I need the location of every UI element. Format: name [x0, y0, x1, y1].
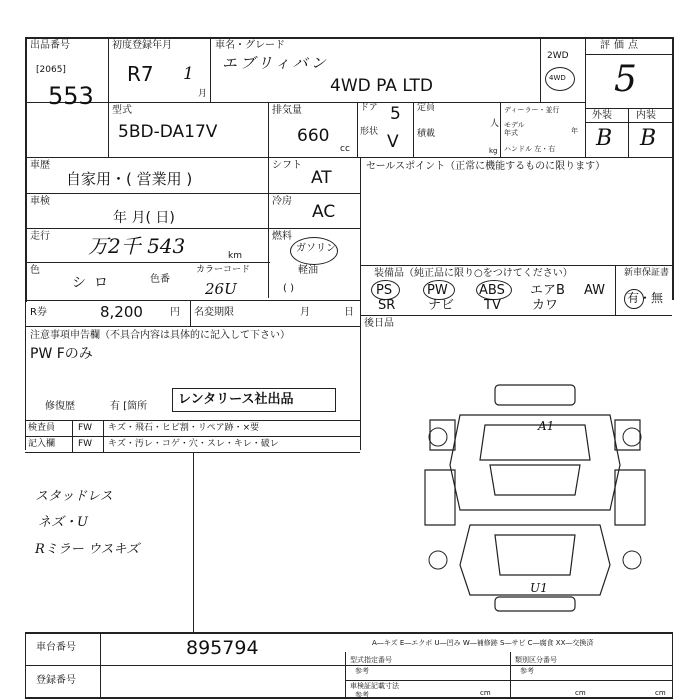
fuel-light: 軽油 [298, 265, 318, 276]
history-label: 車歴 [30, 160, 50, 171]
border-top [25, 37, 673, 39]
reg-no-label: 登録番号 [36, 675, 76, 686]
eval-score: 5 [614, 59, 637, 100]
col-line-mid2 [360, 300, 361, 450]
ac-label: 冷房 [272, 196, 292, 207]
color-no-label: 色番 [150, 274, 170, 285]
equip-tv: TV [484, 298, 501, 313]
bottom-sub-line [345, 680, 672, 681]
equip-leather: カワ [532, 298, 559, 313]
front-bumper [495, 385, 575, 405]
sales-label: セールスポイント（正常に機能するものに限ります） [366, 161, 606, 172]
color-label: 色 [30, 265, 40, 276]
notes-col-line [193, 452, 194, 632]
car-grade: 4WD PA LTD [330, 76, 433, 96]
rear-label: 後日品 [364, 318, 394, 329]
dims-label: 車検証記載寸法 [350, 682, 399, 690]
equip-abs: ABS [479, 283, 505, 298]
model-value: 5BD-DA17V [118, 122, 218, 142]
insp-col-line2 [103, 420, 104, 452]
bottom-col-r [510, 652, 511, 698]
shape-value: V [387, 132, 399, 152]
equip-label: 装備品（純正品に限り○をつけてください） [374, 268, 573, 279]
fuel-paren: ( ) [283, 283, 294, 294]
row-line-12 [25, 665, 673, 666]
drive-2wd: 2WD [547, 51, 569, 61]
drive-4wd: 4WD [549, 74, 566, 82]
row-line-1 [25, 102, 585, 103]
ac-value: AC [312, 202, 336, 222]
row-line-3 [25, 193, 360, 194]
rear-window [495, 535, 575, 575]
seats-unit: 人 [490, 119, 500, 129]
warranty-value: 有・無 [627, 291, 664, 305]
category-sub: 参考 [520, 667, 534, 675]
load-label: 積載 [417, 129, 436, 139]
lot-number: 553 [48, 82, 94, 110]
wheel-rl [429, 551, 447, 569]
notes-label: 注意事項申告欄（不具合内容は具体的に記入して下さい） [30, 330, 290, 341]
diagram-mark-u1: U1 [530, 581, 548, 595]
equip-navi: ナビ [428, 298, 455, 313]
inspect-label: 車検 [30, 196, 50, 207]
row-line-4 [25, 228, 360, 229]
reg-month: 1 [183, 64, 194, 84]
load-unit: kg [489, 147, 498, 155]
lot-sub: [2065] [36, 65, 66, 75]
chassis-value: 895794 [186, 637, 259, 659]
col-line-mid [360, 157, 361, 300]
model-year-label: モデル年式 [504, 121, 525, 137]
body-top [450, 415, 620, 510]
new-warranty-label: 新車保証書 [624, 268, 670, 278]
ext-label: 外装 [592, 110, 612, 121]
col-line-d [357, 102, 358, 157]
color-code-label: カラーコード [196, 265, 251, 275]
equip-sr: SR [378, 298, 396, 313]
recycle-value: 8,200 [100, 303, 143, 321]
year-unit: 年 [571, 127, 578, 135]
repair-value: 有 [箇所 [110, 401, 148, 412]
mileage-value: 万2千 543 [88, 234, 186, 258]
handle-label: ハンドル 左・右 [504, 145, 556, 153]
row-line-6 [25, 300, 360, 301]
insp-col-line [72, 420, 73, 452]
row-line-9 [25, 436, 360, 437]
dims-unit-2: cm [575, 689, 586, 697]
col-line-e [413, 102, 414, 157]
dims-unit-1: cm [480, 689, 491, 697]
disp-label: 排気量 [272, 105, 302, 116]
car-name: エブリィバン [222, 54, 329, 72]
shift-label: シフト [272, 160, 302, 171]
warranty-divider [615, 265, 616, 315]
col-line-g [540, 37, 541, 102]
mileage-unit: km [228, 251, 242, 261]
inspect-value: 年 月( 日) [113, 210, 175, 226]
int-score: B [640, 126, 657, 151]
fuel-gas: ガソリン [296, 243, 336, 254]
right-door [615, 470, 645, 525]
legend: A―キズ E―エクボ U―凹み W―補修跡 S―サビ C―腐食 XX―交換済 [372, 639, 594, 647]
border-bottom [25, 697, 673, 699]
name-change-day: 日 [344, 307, 354, 318]
door-label: ドア [360, 103, 378, 113]
car-diagram [400, 375, 670, 615]
roof [490, 465, 580, 495]
wheel-fr [623, 428, 641, 446]
left-front-panel [430, 420, 455, 450]
right-front-panel [615, 420, 640, 450]
fuel-label: 燃料 [272, 231, 292, 242]
color-code-value: 26U [205, 280, 237, 298]
equip-aw: AW [584, 283, 606, 298]
entry-items: キズ・汚レ・コゲ・穴・スレ・キレ・破レ [108, 439, 279, 449]
mileage-label: 走行 [30, 231, 50, 242]
spec-sub: 参考 [355, 667, 369, 675]
border-right [672, 37, 674, 300]
wheel-fl [429, 428, 447, 446]
border-left-2 [25, 300, 26, 450]
col-line-a [108, 37, 109, 157]
category-label: 類別区分番号 [515, 656, 557, 664]
row-line-5 [25, 262, 270, 263]
equip-ps: PS [376, 283, 393, 298]
left-door [425, 470, 455, 525]
repair-label: 修復歴 [45, 401, 75, 412]
shift-value: AT [311, 168, 332, 188]
col-line-f [500, 102, 501, 157]
int-label: 内装 [636, 110, 656, 121]
shape-label: 形状 [360, 127, 379, 137]
hand-note-1: スタッドレス [35, 489, 113, 504]
ext-score: B [596, 126, 613, 151]
hand-note-3: Rミラー ウスキズ [35, 542, 140, 557]
bottom-label-col [100, 632, 101, 698]
rear-line [360, 315, 672, 316]
row-line-8 [25, 420, 360, 421]
wheel-rr [623, 551, 641, 569]
col-line-c [268, 102, 269, 298]
row-line-2 [25, 157, 673, 158]
notes-value: PW Fのみ [30, 346, 93, 362]
spec-label: 型式指定番号 [350, 656, 392, 664]
reg-month-unit: 月 [198, 89, 208, 99]
name-label: 車名・グレード [215, 40, 285, 51]
reg-label: 初度登録年月 [112, 40, 172, 51]
seats-label: 定員 [417, 103, 436, 113]
history-value: 自家用・( 営業用 ) [66, 170, 193, 188]
extint-line [585, 122, 673, 123]
disp-unit: cc [340, 144, 350, 154]
col-line-b [210, 37, 211, 102]
extint-divider [628, 108, 629, 157]
diagram-mark-a1: A1 [538, 419, 555, 433]
hand-note-2: ネズ・U [38, 515, 88, 530]
equip-line [360, 265, 672, 266]
color-value: シロ [72, 275, 116, 291]
dims-unit-3: cm [655, 689, 666, 697]
inspector-items: キズ・飛石・ヒビ割・リペア跡・×要 [108, 423, 260, 433]
entry-label: 記入欄 [28, 439, 56, 449]
name-change-label: 名変期限 [194, 307, 234, 318]
row-line-7 [25, 326, 360, 327]
disp-value: 660 [297, 126, 330, 146]
equip-airbag: エアB [530, 283, 565, 298]
rental-label: レンタリース社出品 [178, 392, 294, 407]
entry-col: FW [78, 439, 93, 449]
inspector-label: 検査員 [28, 423, 56, 433]
inspector-col: FW [78, 423, 93, 433]
recycle-label: R券 [30, 307, 47, 318]
rear-bumper [495, 597, 575, 611]
bottom-col-mid [345, 652, 346, 698]
border-right-3 [672, 632, 673, 698]
eval-head-line [585, 54, 673, 55]
model-label: 型式 [112, 105, 132, 116]
extint-head-line [585, 108, 673, 109]
equip-pw: PW [427, 283, 448, 298]
recycle-divider [190, 300, 191, 326]
name-change-month: 月 [300, 307, 310, 318]
lot-label: 出品番号 [30, 40, 70, 51]
row-line-11 [25, 632, 673, 634]
dealer-label: ディーラー・並行 [504, 106, 560, 114]
border-left-3 [25, 632, 26, 698]
door-value: 5 [390, 104, 401, 124]
eval-label: 評価点 [600, 40, 642, 51]
reg-era: R7 [127, 62, 154, 86]
recycle-unit: 円 [170, 307, 180, 318]
dims-sub: 参考 [355, 691, 369, 699]
chassis-label: 車台番号 [36, 642, 76, 653]
hood [480, 425, 590, 460]
col-line-h [585, 37, 586, 157]
